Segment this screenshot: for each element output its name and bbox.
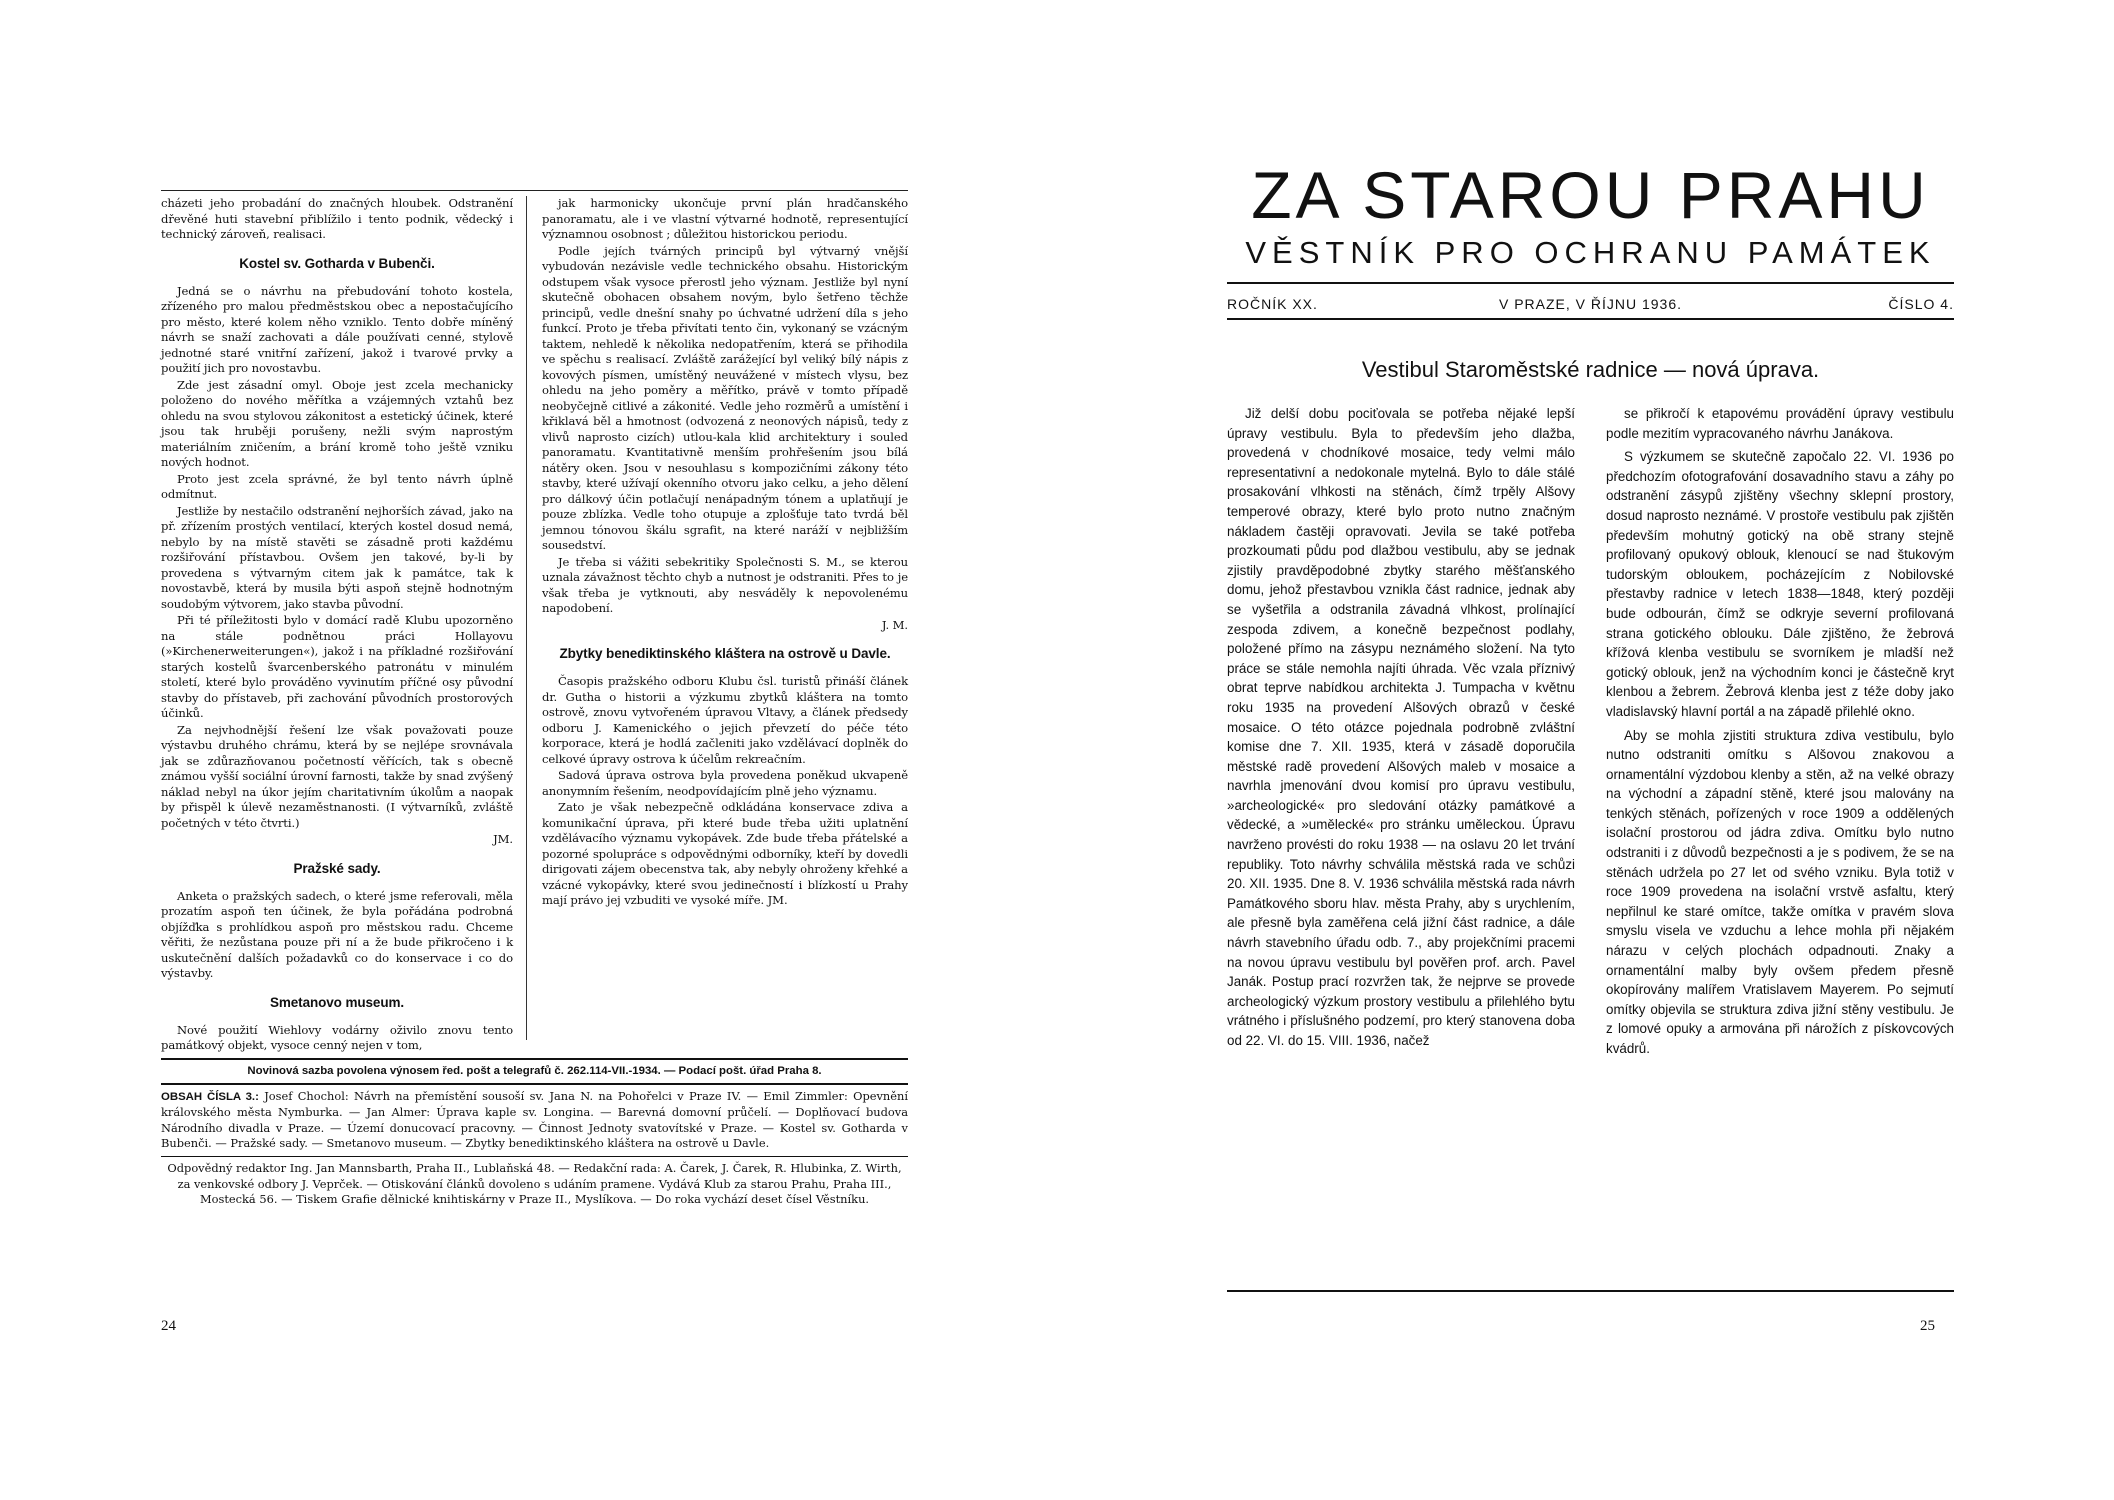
signature: J. M. xyxy=(881,617,908,632)
paragraph: Sadová úprava ostrova byla provedena poněkud ukvapeně anonymním řešením, neodpovídajícím plně jeho významu. xyxy=(542,768,908,798)
postal-notice: Novinová sazba povolena výnosem řed. pošt a telegrafů č. 262.114-VII.-1934. — Podací pošt. úřad Praha 8. xyxy=(247,1064,822,1077)
page-number: 25 xyxy=(1920,1318,1935,1334)
masthead-rule xyxy=(1227,282,1954,284)
signature: JM. xyxy=(493,832,513,846)
paragraph: se přikročí k etapovému provádění úpravy vestibulu podle mezitím vypracovaného návrhu Janákova. xyxy=(1606,406,1954,441)
paragraph: Zde jest zásadní omyl. Oboje jest zcela mechanicky položeno do nového měřítka a vzájemných vztahů bez ohledu na svou stylovou zákonitost a estetický účinek, které jsou tak hruběji porušeny, nežli svým naprostým materiálním zničením, a brání kromě toho ještě vzniku nových hodnot. xyxy=(161,377,513,469)
issue-volume: ROČNÍK XX. xyxy=(1227,296,1318,312)
column-divider xyxy=(526,196,527,1040)
paragraph: Za nejvhodnější řešení lze však považovati pouze výstavbu druhého chrámu, která by se nejlépe srovnávala jak se zdůrazňovanou početností věřících, tak s obecně známou vyšší sociální úrovní farnosti, takže by snad zvýšený náklad nebyl na úkor jejím charitativním úkolům a naopak by přispěl k úlevě nezaměstnanosti. (I výtvarníků, zvláště početných v této čtvrti.) xyxy=(161,722,513,830)
bottom-rule xyxy=(1227,1290,1954,1292)
paragraph: Anketa o pražských sadech, o které jsme referovali, měla prozatím aspoň ten účinek, že byla pořádána podrobná objížďka s prohlídkou aspoň pro městskou radu. Chceme věřiti, že nezůstana pouze při ní a že bude přikročeno i k uskutečnění dalších požadavků co do konservace i co do výstavby. xyxy=(161,888,513,980)
section-title: Smetanovo museum. xyxy=(269,994,405,1010)
article-title: Vestibul Staroměstské radnice — nová úprava. xyxy=(1361,357,1820,382)
contents-text: Josef Chochol: Návrh na přemístění sousoší sv. Jana N. na Pohořelci v Praze IV. — Emil Zimmler: Opevnění královského města Nymburka. — Jan Almer: Úprava kaple sv. Longina. — Barevná domovní průčelí. — Doplňovací budova Národního divadla v Praze. — Území donucovací pracovny. — Činnost Jednoty svatovítské v Praze. — Kostel sv. Gotharda v Bubenči. — Pražské sady. — Smetanovo museum. — Zbytky benediktinského kláštera na ostrově u Davle. xyxy=(161,1088,908,1150)
section-title: Kostel sv. Gotharda v Bubenči. xyxy=(239,255,435,271)
paragraph: Je třeba si vážiti sebekritiky Společnosti S. M., se kterou uznala závažnost těchto chyb a nutnost je odstraniti. Přes to je však třeba je vytknouti, aby nesváděly k nepovolenému napodobení. xyxy=(542,554,908,615)
section-title: Zbytky benediktinského kláštera na ostrově u Davle. xyxy=(559,646,891,661)
masthead-rule xyxy=(1227,318,1954,320)
paragraph: S výzkumem se skutečně započalo 22. VI. 1936 po předchozím ofotografování dosavadního stavu a záhy po odstranění zásypů zjištěny všechny sklepní prostory, dosud naprosto neznámé. V prostoře vestibulu pak zjištěn především mohutný gotický na obě strany stejně profilovaný opukový oblouk, klenoucí se nad štukovým tudorským obloukem, pocházejícím z Nobilovské přestavby radnice v letech 1838—1848, který později bude odbourán, čímž se odkryje severní profilovaná strana gotického oblouku. Dále zjištěno, že žebrová křížová klenba vestibulu se svorníkem je mladší než gotický oblouk, jenž na východním konci je částečně kryt klenbou a žebrem. Žebrová klenba jest z téže doby jako vladislavský hlavní portál a na západě přilehlé okno. xyxy=(1606,449,1954,719)
section-title: Pražské sady. xyxy=(293,860,381,876)
page-number: 24 xyxy=(161,1318,176,1334)
divider xyxy=(161,1058,908,1060)
paragraph: jak harmonicky ukončuje první plán hradčanského panoramatu, ale i ve vlastní výtvarné hodnotě, representující významnou osobnost ; důležitou historickou periodu. xyxy=(542,196,908,241)
left-column-1 xyxy=(161,196,513,1055)
contents-label: OBSAH ČÍSLA 3.: xyxy=(161,1090,259,1103)
paragraph: Proto jest zcela správné, že byl tento návrh úplně odmítnut. xyxy=(161,471,513,501)
section-body xyxy=(161,284,513,832)
imprint: Odpovědný redaktor Ing. Jan Mannsbarth, Praha II., Lublaňská 48. — Redakční rada: A. Čarek, J. Čarek, R. Hlubinka, Z. Wirth, za venkovské odbory J. Veprček. — Otiskování článků dovoleno s udáním pramene. Vydává Klub za starou Prahu, Praha III., Mostecká 56. — Tiskem Grafie dělnické knihtiskárny v Praze II., Myslíkova. — Do roka vychází deset čísel Věstníku. xyxy=(167,1161,902,1206)
divider xyxy=(161,1156,908,1158)
masthead-subtitle: VĚSTNÍK PRO OCHRANU PAMÁTEK xyxy=(1245,235,1936,270)
masthead-title: ZA STAROU PRAHU xyxy=(1251,158,1930,232)
top-rule xyxy=(161,190,908,191)
section-body xyxy=(161,1023,513,1054)
left-column-2 xyxy=(542,196,908,910)
article-column-2 xyxy=(1606,404,1954,1059)
paragraph: Zato je však nebezpečně odkládána konservace zdiva a komunikační úprava, při které bude třeba užiti uplatnění vzdělávacího významu vykopávek. Zde bude třeba přátelské a pozorné spolupráce s odpovědnými odborníky, kteří by dovedli dirigovati zájem obecenstva tak, aby nebyly ohroženy křehké a vzácné vykopávky, které svou jedinečností i blízkostí u Prahy mají právo jej vzbuditi ve vysoké míře. JM. xyxy=(542,800,908,907)
paragraph: Podle jejích tvárných principů byl výtvarný vnější vybudován nezávisle vedle technického obsahu. Historickým odstupem však vysoce přerostl jeho význam. Jestliže byl nyní skutečně obohacen obsahem novým, bylo šetřeno těchže principů, vedle dnešní snahy po úchvatné udržení díla s jeho funkcí. Proto je třeba přivítati tento čin, vykonaný se vzácným taktem, nehledě k několika nedopatřením, která se přihodila ve spěchu s realisací. Zvláště zarážející byl veliký bílý nápis z kovových písmen, umístěný neuvážené v místech vlysu, bez ohledu na jeho poměry a měřítko, právě v tomto případě neobyčejně citlivé a zákonité. Vedle jeho rozměrů a umístění i křiklavá běl a hmotnost (odvozená z neonových nápisů, tedy z vlivů naprosto cizích) utlou-kala klid architektury i souled panoramatu. Kvantitativně menším prohřešením jsou bílá nátěry oken. Jsou v nesouhlasu s kompozičními zákony této stavby, které užívají okenního otvoru jako celku, a jeho dělení pro dálkový účin potlačují nenápadným tónem a uplatňují je pouze zblízka. Vedle toho otupuje a zplošťuje tato tvrdá běl jemnou tónovou škálu sgrafit, na které naráží v nejbližším sousedství. xyxy=(542,243,908,552)
article-column-1 xyxy=(1227,404,1575,1051)
section-body xyxy=(542,196,908,617)
paragraph: Nové použití Wiehlovy vodárny oživilo znovu tento památkový objekt, vysoce cenný nejen v tom, xyxy=(161,1022,513,1052)
paragraph: Jedná se o návrhu na přebudování tohoto kostela, zřízeného pro malou předměstskou obec a nepostačujícího pro město, které kolem něho vzniklo. Tento dobře míněný návrh se snaží zachovati a dále používati cenné, stylově jednotné staré vnitřní zařízení, jakož i tvarové prvky a použití jich pro novostavbu. xyxy=(161,283,513,375)
paragraph: Aby se mohla zjistiti struktura zdiva vestibulu, bylo nutno odstraniti omítku s Alšovou znakovou a ornamentální výzdobou klenby a stěn, až na velké obrazy na východní a západní stěně, které jsou malovány na tenkých stěnách, pořízených v roce 1909 a oddělených isolační prostorou od jádra zdiva. Omítku bylo nutno odstraniti i z důvodů bezpečnosti a je s podivem, že se na stěnách udržela po 27 let od svého vzniku. Byla totiž v roce 1909 provedena na isolační vrstvě asfaltu, který nepřilnul ke staré omítce, takže omítka v pravém slova smyslu visela ve vzduchu a lehce mohla při nějakém nárazu v celých plochách odpadnouti. Znaky a ornamentální malby byly ovšem předem přesně okopírovány malířem Vratislavem Mayerem. Po sejmutí omítky objevila se struktura zdiva jižní stěny vestibulu. Je z lomové opuky a armována při nárožích z pískovcových kvádrů. xyxy=(1606,727,1954,1056)
issue-number: ČÍSLO 4. xyxy=(1888,296,1954,312)
paragraph: Při té příležitosti bylo v domácí radě Klubu upozorněno na stále podnětnou práci Hollayovu (»Kirchenerweiterungen«), jakož i na příkladné rozšiřování starých kostelů švarcenberského patronátu v minulém století, které bylo prováděno vyvinutím příčné osy původní stavby do přístaveb, při zachování původních prostorových účinků. xyxy=(161,613,513,720)
footer-box xyxy=(161,1054,908,1208)
paragraph: Již delší dobu pociťovala se potřeba nějaké lepší úpravy vestibulu. Byla to především jeho dlažba, provedená v chodníkové mosaice, tedy velmi málo representativní a nedokonale mytelná. Bylo to dále stálé prosakování vlhkosti na stěnách, čímž trpěly Alšovy temperové obrazy, které bylo proto nutno značným nákladem častěji opravovati. Jevila se také potřeba prozkoumati půdu pod dlažbou vestibulu, aby se jednak zjistily pravděpodobné zbytky starého měšťanského domu, jehož přestavbou vznikla část radnice, jednak aby se vyšetřila a odstranila závadná vlhkost, prolínající zespoda zdivem, a konečně bezpečnost podlahy, položené přímo na zásypu neznámého složení. Na tyto práce se stále nemohla najíti úhrada. Věc vzala příznivý obrat teprve nabídkou architekta J. Tumpacha v květnu roku 1935 na provedení Alšových obrazů v české mosaice. O této otázce pojednala podrobně zvláštní komise dne 7. XII. 1935, která v zásadě doporučila městské radě provedení Alšových maleb v mosaice a navrhla jmenování dvou komisí pro úpravu vestibulu, »archeologické« pro sledování otázky památkové a vědecké, a »umělecké« pro stránku uměleckou. Úpravu navrženo provésti do roku 1938 — na oslavu 20 let trvání republiky. Toto návrhy schválila městská rada ve schůzi 20. XII. 1935. Dne 8. V. 1936 schválila městská rada návrh Památkového sboru hlav. města Prahy, aby s urychlením, ale přesně byla zaměřena celá jižní část radnice, a dále návrh stavebního úřadu odb. 7., aby projekčními pracemi na novou úpravu vestibulu byl pověřen prof. arch. Pavel Janák. Postup prací rozvržen tak, že nejprve se provede archeologický výzkum prostory vestibulu a přilehlého bytu vrátného i příslušného podzemí, pro který stanovena doba od 22. VI. do 15. VIII. 1936, načež xyxy=(1227,406,1575,1048)
section-body xyxy=(542,674,908,909)
paragraph: Časopis pražského odboru Klubu čsl. turistů přináší článek dr. Gutha o historii a výzkumu zbytků kláštera na tomto ostrově, znovu vytvořeném úpravou Vltavy, a článek předsedy odboru J. Kamenického o jejich převzetí do péče této korporace, která je hodlá začleniti jako vzdělávací doplněk do celkové úpravy ostrova k účelům rekreačním. xyxy=(542,674,908,766)
section-body xyxy=(161,889,513,982)
paragraph: cházeti jeho probadání do značných hloubek. Odstranění dřevěné huti stavební přiblížilo i tento podnik, vědecký i technický zároveň, realisaci. xyxy=(161,196,513,241)
paragraph: Jestliže by nestačilo odstranění nejhorších závad, jako na př. zřízením prostých ventilací, kterých kostel dosud nemá, nebylo by na místě stavěti se zásadně proti každému rozšiřování přístavbou. Ovšem jen takové, by-li by provedena s výtvarným citem jak k památce, tak k novostavbě, která by musila býti aspoň stejně hodnotným soudobým výtvorem, jako stavba původní. xyxy=(161,503,513,611)
issue-date: V PRAZE, V ŘÍJNU 1936. xyxy=(1498,296,1683,312)
issue-contents xyxy=(161,1089,908,1152)
divider xyxy=(161,1083,908,1085)
